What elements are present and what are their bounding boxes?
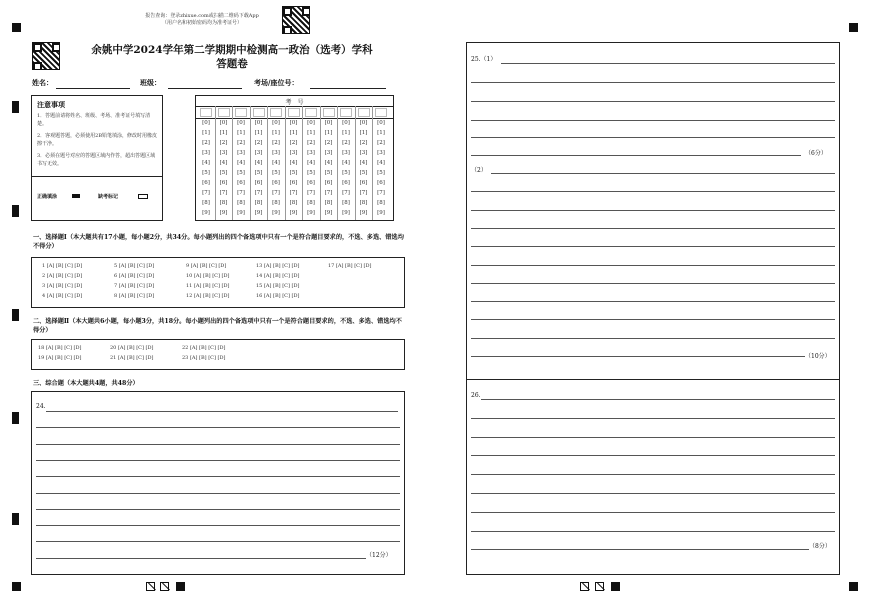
exam-id-bubble[interactable]: [3] bbox=[237, 150, 245, 156]
exam-id-bubble[interactable]: [3] bbox=[289, 150, 298, 156]
choice-question[interactable]: 20 [A] [B] [C] [D] bbox=[110, 345, 154, 351]
exam-id-bubble[interactable]: [4] bbox=[359, 160, 368, 166]
corner-mark-tr bbox=[849, 23, 858, 32]
missing-checkbox[interactable] bbox=[138, 194, 148, 199]
exam-id-bubble[interactable]: [4] bbox=[307, 160, 315, 166]
filled-bubble-icon bbox=[72, 194, 80, 198]
exam-id-bubble[interactable]: [2] bbox=[324, 140, 333, 146]
exam-id-bubble[interactable]: [3] bbox=[254, 150, 263, 156]
section2-title: 二、选择题Ⅱ（本大题共6小题，每小题3分，共18分。每小题列出的四个备选项中只有一个是符合题目要求的，不选、多选、错选均不得分） bbox=[33, 318, 402, 334]
timing-mark bbox=[12, 101, 19, 113]
answer-line[interactable] bbox=[36, 541, 400, 542]
bottom-mark bbox=[580, 582, 589, 591]
answer-line[interactable] bbox=[36, 427, 400, 428]
answer-line[interactable] bbox=[36, 460, 400, 461]
q25-2-label: （2） bbox=[471, 167, 487, 174]
bottom-mark bbox=[176, 582, 185, 591]
exam-id-write-cell[interactable] bbox=[235, 108, 247, 117]
exam-id-write-cell[interactable] bbox=[253, 108, 265, 117]
answer-line[interactable] bbox=[471, 437, 835, 438]
exam-id-bubble[interactable]: [0] bbox=[289, 120, 298, 126]
grid-divider bbox=[337, 106, 338, 220]
exam-id-write-cell[interactable] bbox=[323, 108, 335, 117]
exam-id-write-cell[interactable] bbox=[358, 108, 370, 117]
exam-id-bubble[interactable]: [7] bbox=[289, 190, 298, 196]
exam-id-bubble[interactable]: [5] bbox=[307, 170, 315, 176]
section1-title: 一、选择题Ⅰ（本大题共有17小题，每小题2分，共34分。每小题列出的四个备选项中只有一个是符合题目要求的，不选、多选、错选均不得分） bbox=[33, 234, 404, 250]
exam-id-bubble[interactable]: [5] bbox=[272, 170, 280, 176]
q24-label: 24. bbox=[36, 403, 46, 410]
exam-id-bubble[interactable]: [7] bbox=[254, 190, 263, 196]
exam-id-bubble[interactable]: [9] bbox=[289, 210, 298, 216]
answer-line[interactable] bbox=[46, 411, 398, 412]
choice-question[interactable]: 12 [A] [B] [C] [D] bbox=[186, 293, 230, 299]
exam-id-bubble[interactable]: [8] bbox=[289, 200, 298, 206]
choice-question[interactable]: 22 [A] [B] [C] [D] bbox=[182, 345, 226, 351]
answer-line[interactable] bbox=[471, 455, 835, 456]
class-field[interactable] bbox=[168, 88, 242, 89]
page-subtitle: 答题卷 bbox=[216, 58, 248, 70]
page-title: 余姚中学2024学年第二学期期中检测高一政治（选考）学科 bbox=[91, 44, 373, 56]
exam-id-bubble[interactable]: [2] bbox=[289, 140, 298, 146]
notice-item: 2．客观题答题，必须使用2B铅笔填涂，修改时用橡皮擦干净。 bbox=[37, 133, 158, 147]
choice-question[interactable]: 10 [A] [B] [C] [D] bbox=[186, 273, 230, 279]
grid-divider bbox=[355, 106, 356, 220]
exam-id-bubble[interactable]: [3] bbox=[324, 150, 333, 156]
choice-question[interactable]: 15 [A] [B] [C] [D] bbox=[256, 283, 300, 289]
bottom-mark bbox=[595, 582, 604, 591]
exam-id-bubble[interactable]: [8] bbox=[202, 200, 210, 206]
exam-id-bubble[interactable]: [6] bbox=[272, 180, 280, 186]
exam-id-bubble[interactable]: [7] bbox=[237, 190, 245, 196]
notice-item: 1．答题前请将姓名、班级、考场、准考证号填写清楚。 bbox=[37, 113, 151, 127]
missing-mark-label: 缺考标记 bbox=[98, 194, 119, 200]
exam-id-bubble[interactable]: [8] bbox=[219, 200, 228, 206]
answer-line[interactable] bbox=[36, 558, 366, 559]
choice-question[interactable]: 9 [A] [B] [C] [D] bbox=[186, 263, 227, 269]
answer-line[interactable] bbox=[471, 549, 809, 550]
timing-mark bbox=[12, 513, 19, 525]
answer-line[interactable] bbox=[501, 63, 835, 64]
exam-id-bubble[interactable]: [7] bbox=[202, 190, 210, 196]
exam-id-bubble[interactable]: [1] bbox=[254, 130, 263, 136]
answer-line[interactable] bbox=[471, 512, 835, 513]
answer-line[interactable] bbox=[471, 246, 835, 247]
answer-line[interactable] bbox=[491, 173, 835, 174]
exam-id-label: 考 号 bbox=[285, 99, 304, 106]
exam-id-bubble[interactable]: [7] bbox=[307, 190, 315, 196]
exam-id-bubble[interactable]: [0] bbox=[272, 120, 280, 126]
exam-id-bubble[interactable]: [2] bbox=[254, 140, 263, 146]
correct-fill-label: 正确填涂 bbox=[37, 194, 58, 200]
exam-id-bubble[interactable]: [4] bbox=[237, 160, 245, 166]
exam-id-bubble[interactable]: [5] bbox=[359, 170, 368, 176]
exam-id-bubble[interactable]: [0] bbox=[307, 120, 315, 126]
exam-id-bubble[interactable]: [2] bbox=[359, 140, 368, 146]
exam-id-bubble[interactable]: [2] bbox=[307, 140, 315, 146]
exam-id-bubble[interactable]: [7] bbox=[377, 190, 385, 196]
student-qr-code bbox=[32, 42, 60, 70]
answer-line[interactable] bbox=[471, 283, 835, 284]
exam-id-bubble[interactable]: [5] bbox=[202, 170, 210, 176]
exam-id-bubble[interactable]: [6] bbox=[202, 180, 210, 186]
exam-id-bubble[interactable]: [4] bbox=[324, 160, 333, 166]
exam-id-bubble[interactable]: [9] bbox=[377, 210, 385, 216]
exam-id-bubble[interactable]: [6] bbox=[307, 180, 315, 186]
exam-id-bubble[interactable]: [5] bbox=[219, 170, 228, 176]
q25-1-label: 25.（1） bbox=[471, 56, 497, 63]
exam-id-bubble[interactable]: [4] bbox=[272, 160, 280, 166]
timing-mark bbox=[12, 205, 19, 217]
exam-id-write-cell[interactable] bbox=[305, 108, 317, 117]
choice-question[interactable]: 18 [A] [B] [C] [D] bbox=[38, 345, 82, 351]
q26-label: 26. bbox=[471, 392, 481, 399]
exam-id-bubble[interactable]: [9] bbox=[272, 210, 280, 216]
name-label: 姓名： bbox=[32, 78, 53, 87]
grid-divider bbox=[285, 106, 286, 220]
exam-id-bubble[interactable]: [0] bbox=[237, 120, 245, 126]
corner-mark-tl bbox=[12, 23, 21, 32]
exam-id-write-cell[interactable] bbox=[270, 108, 282, 117]
answer-line[interactable] bbox=[471, 265, 835, 266]
choice-question[interactable]: 23 [A] [B] [C] [D] bbox=[182, 355, 226, 361]
answer-line[interactable] bbox=[471, 531, 835, 532]
exam-id-bubble[interactable]: [8] bbox=[359, 200, 368, 206]
exam-id-bubble[interactable]: [1] bbox=[307, 130, 315, 136]
answer-line[interactable] bbox=[471, 418, 835, 419]
exam-id-bubble[interactable]: [9] bbox=[324, 210, 333, 216]
exam-id-bubble[interactable]: [2] bbox=[219, 140, 228, 146]
exam-id-grid bbox=[195, 95, 394, 221]
choice-question[interactable]: 5 [A] [B] [C] [D] bbox=[114, 263, 155, 269]
answer-line[interactable] bbox=[471, 137, 835, 138]
exam-id-bubble[interactable]: [7] bbox=[324, 190, 333, 196]
q24-answer-box[interactable] bbox=[31, 391, 405, 575]
exam-id-bubble[interactable]: [7] bbox=[342, 190, 350, 196]
answer-line[interactable] bbox=[36, 493, 400, 494]
exam-id-bubble[interactable]: [5] bbox=[377, 170, 385, 176]
notice-box bbox=[31, 95, 163, 221]
exam-id-bubble[interactable]: [4] bbox=[219, 160, 228, 166]
exam-id-write-cell[interactable] bbox=[200, 108, 212, 117]
exam-id-bubble[interactable]: [6] bbox=[289, 180, 298, 186]
answer-line[interactable] bbox=[471, 493, 835, 494]
exam-id-bubble[interactable]: [7] bbox=[359, 190, 368, 196]
exam-id-bubble[interactable]: [7] bbox=[219, 190, 228, 196]
exam-id-bubble[interactable]: [3] bbox=[307, 150, 315, 156]
q26-score: （8分） bbox=[809, 543, 831, 550]
exam-id-write-cell[interactable] bbox=[288, 108, 300, 117]
choice-question[interactable]: 6 [A] [B] [C] [D] bbox=[114, 273, 155, 279]
exam-id-bubble[interactable]: [9] bbox=[202, 210, 210, 216]
notice-title: 注意事项 bbox=[37, 100, 65, 109]
choice-question[interactable]: 7 [A] [B] [C] [D] bbox=[114, 283, 155, 289]
q24-score: （12分） bbox=[366, 552, 392, 559]
exam-id-bubble[interactable]: [5] bbox=[342, 170, 350, 176]
exam-id-bubble[interactable]: [0] bbox=[359, 120, 368, 126]
exam-id-bubble[interactable]: [8] bbox=[377, 200, 385, 206]
exam-id-bubble[interactable]: [1] bbox=[272, 130, 280, 136]
exam-id-bubble[interactable]: [4] bbox=[342, 160, 350, 166]
exam-id-bubble[interactable]: [1] bbox=[237, 130, 245, 136]
exam-id-bubble[interactable]: [1] bbox=[359, 130, 368, 136]
exam-id-bubble[interactable]: [3] bbox=[359, 150, 368, 156]
answer-line[interactable] bbox=[471, 338, 835, 339]
exam-id-bubble[interactable]: [9] bbox=[219, 210, 228, 216]
app-qr-code bbox=[282, 6, 310, 34]
notice-item: 3．必须在题号对应的答题区域内作答，超出答题区域书写无效。 bbox=[37, 153, 156, 167]
q25-1-score: （6分） bbox=[805, 150, 827, 157]
exam-id-bubble[interactable]: [8] bbox=[254, 200, 263, 206]
exam-id-bubble[interactable]: [3] bbox=[272, 150, 280, 156]
timing-mark bbox=[12, 412, 19, 424]
exam-id-bubble[interactable]: [6] bbox=[342, 180, 350, 186]
q25-2-score: （10分） bbox=[805, 353, 831, 360]
answer-line[interactable] bbox=[471, 474, 835, 475]
exam-id-bubble[interactable]: [4] bbox=[254, 160, 263, 166]
choice-question[interactable]: 17 [A] [B] [C] [D] bbox=[328, 263, 372, 269]
answer-line[interactable] bbox=[481, 399, 835, 400]
exam-id-bubble[interactable]: [2] bbox=[377, 140, 385, 146]
exam-id-bubble[interactable]: [9] bbox=[254, 210, 263, 216]
exam-id-bubble[interactable]: [6] bbox=[324, 180, 333, 186]
choice-question[interactable]: 14 [A] [B] [C] [D] bbox=[256, 273, 300, 279]
exam-id-bubble[interactable]: [8] bbox=[272, 200, 280, 206]
section3-title: 三、综合题（本大题共4题，共48分） bbox=[33, 380, 139, 387]
download-note-sub: （用户名和初始密码均为准考证号） bbox=[161, 20, 242, 26]
exam-id-bubble[interactable]: [0] bbox=[219, 120, 228, 126]
answer-line[interactable] bbox=[471, 228, 835, 229]
exam-id-bubble[interactable]: [8] bbox=[307, 200, 315, 206]
section1-box bbox=[31, 257, 405, 308]
exam-id-bubble[interactable]: [9] bbox=[307, 210, 315, 216]
choice-question[interactable]: 21 [A] [B] [C] [D] bbox=[110, 355, 154, 361]
answer-line[interactable] bbox=[471, 356, 805, 357]
exam-id-bubble[interactable]: [6] bbox=[237, 180, 245, 186]
answer-line[interactable] bbox=[471, 155, 801, 156]
exam-id-bubble[interactable]: [3] bbox=[377, 150, 385, 156]
exam-id-bubble[interactable]: [2] bbox=[237, 140, 245, 146]
exam-id-write-cell[interactable] bbox=[375, 108, 387, 117]
bottom-mark bbox=[160, 582, 169, 591]
class-label: 班级： bbox=[140, 78, 161, 87]
choice-question[interactable]: 2 [A] [B] [C] [D] bbox=[42, 273, 83, 279]
answer-line[interactable] bbox=[36, 444, 400, 445]
choice-question[interactable]: 11 [A] [B] [C] [D] bbox=[186, 283, 230, 289]
exam-id-bubble[interactable]: [0] bbox=[202, 120, 210, 126]
exam-id-bubble[interactable]: [4] bbox=[377, 160, 385, 166]
exam-id-bubble[interactable]: [1] bbox=[377, 130, 385, 136]
choice-question[interactable]: 13 [A] [B] [C] [D] bbox=[256, 263, 300, 269]
exam-id-bubble[interactable]: [1] bbox=[219, 130, 228, 136]
exam-id-bubble[interactable]: [8] bbox=[342, 200, 350, 206]
choice-question[interactable]: 1 [A] [B] [C] [D] bbox=[42, 263, 83, 269]
answer-line[interactable] bbox=[36, 476, 400, 477]
answer-line[interactable] bbox=[471, 120, 835, 121]
corner-mark-br bbox=[849, 582, 858, 591]
exam-id-bubble[interactable]: [9] bbox=[342, 210, 350, 216]
answer-line[interactable] bbox=[471, 101, 835, 102]
grid-divider bbox=[372, 106, 373, 220]
exam-id-bubble[interactable]: [8] bbox=[237, 200, 245, 206]
exam-id-bubble[interactable]: [3] bbox=[202, 150, 210, 156]
room-label: 考场/座位号： bbox=[254, 78, 299, 87]
choice-question[interactable]: 19 [A] [B] [C] [D] bbox=[38, 355, 82, 361]
section2-box bbox=[31, 339, 405, 370]
answer-line[interactable] bbox=[36, 525, 400, 526]
exam-id-bubble[interactable]: [2] bbox=[272, 140, 280, 146]
room-field[interactable] bbox=[310, 88, 386, 89]
answer-line[interactable] bbox=[471, 191, 835, 192]
exam-id-bubble[interactable]: [3] bbox=[342, 150, 350, 156]
exam-id-bubble[interactable]: [0] bbox=[254, 120, 263, 126]
timing-mark bbox=[12, 309, 19, 321]
exam-id-bubble[interactable]: [5] bbox=[324, 170, 333, 176]
exam-id-bubble[interactable]: [5] bbox=[289, 170, 298, 176]
exam-id-bubble[interactable]: [9] bbox=[237, 210, 245, 216]
exam-id-bubble[interactable]: [6] bbox=[219, 180, 228, 186]
bottom-mark bbox=[611, 582, 620, 591]
exam-id-bubble[interactable]: [1] bbox=[202, 130, 210, 136]
choice-question[interactable]: 3 [A] [B] [C] [D] bbox=[42, 283, 83, 289]
answer-line[interactable] bbox=[471, 210, 835, 211]
corner-mark-bl bbox=[12, 582, 21, 591]
download-note: 报告查询：登录zhixue.com或扫描二维码下载App bbox=[145, 13, 259, 19]
exam-id-bubble[interactable]: [1] bbox=[289, 130, 298, 136]
name-field[interactable] bbox=[56, 88, 130, 89]
grid-divider bbox=[215, 106, 216, 220]
exam-id-bubble[interactable]: [0] bbox=[342, 120, 350, 126]
answer-line[interactable] bbox=[471, 82, 835, 83]
answer-line[interactable] bbox=[471, 319, 835, 320]
choice-question[interactable]: 16 [A] [B] [C] [D] bbox=[256, 293, 300, 299]
exam-id-bubble[interactable]: [9] bbox=[359, 210, 368, 216]
choice-question[interactable]: 4 [A] [B] [C] [D] bbox=[42, 293, 83, 299]
exam-id-bubble[interactable]: [5] bbox=[237, 170, 245, 176]
exam-id-bubble[interactable]: [7] bbox=[272, 190, 280, 196]
exam-id-bubble[interactable]: [0] bbox=[324, 120, 333, 126]
bottom-mark bbox=[146, 582, 155, 591]
grid-divider bbox=[320, 106, 321, 220]
exam-id-bubble[interactable]: [6] bbox=[359, 180, 368, 186]
exam-id-bubble[interactable]: [1] bbox=[342, 130, 350, 136]
exam-id-bubble[interactable]: [6] bbox=[254, 180, 263, 186]
exam-id-bubble[interactable]: [0] bbox=[377, 120, 385, 126]
exam-id-bubble[interactable]: [2] bbox=[342, 140, 350, 146]
grid-divider bbox=[250, 106, 251, 220]
grid-divider bbox=[232, 106, 233, 220]
exam-id-write-cell[interactable] bbox=[340, 108, 352, 117]
right-answer-column bbox=[466, 42, 840, 575]
exam-id-bubble[interactable]: [4] bbox=[202, 160, 210, 166]
answer-line[interactable] bbox=[471, 301, 835, 302]
grid-divider bbox=[302, 106, 303, 220]
exam-id-bubble[interactable]: [4] bbox=[289, 160, 298, 166]
answer-line[interactable] bbox=[36, 509, 400, 510]
exam-id-bubble[interactable]: [1] bbox=[324, 130, 333, 136]
exam-id-write-cell[interactable] bbox=[218, 108, 230, 117]
exam-id-bubble[interactable]: [8] bbox=[324, 200, 333, 206]
exam-id-bubble[interactable]: [2] bbox=[202, 140, 210, 146]
grid-divider bbox=[267, 106, 268, 220]
exam-id-bubble[interactable]: [3] bbox=[219, 150, 228, 156]
exam-id-bubble[interactable]: [6] bbox=[377, 180, 385, 186]
exam-id-bubble[interactable]: [5] bbox=[254, 170, 263, 176]
choice-question[interactable]: 8 [A] [B] [C] [D] bbox=[114, 293, 155, 299]
